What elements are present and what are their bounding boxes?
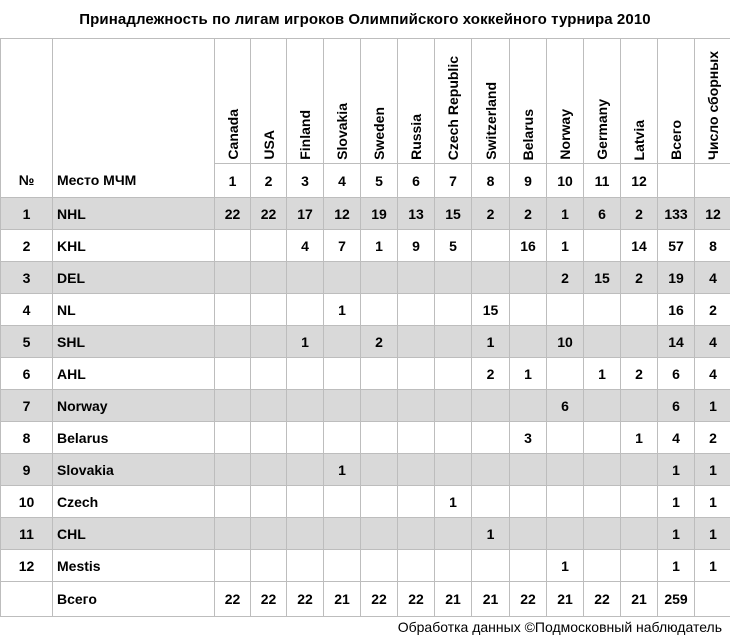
- player-count-cell: [361, 358, 398, 390]
- league-header-top: [53, 39, 215, 164]
- player-count-cell: [547, 422, 584, 454]
- place-cell: 6: [398, 164, 435, 198]
- country-header: Switzerland: [472, 39, 510, 164]
- player-count-cell: 17: [287, 198, 324, 230]
- team-count: 2: [695, 294, 730, 326]
- table-row: [1, 294, 730, 326]
- country-header: USA: [251, 39, 287, 164]
- player-count-cell: 2: [547, 262, 584, 294]
- country-total: 21: [547, 582, 584, 617]
- league-name: Norway: [53, 390, 215, 422]
- player-count-cell: 1: [584, 358, 621, 390]
- player-count-cell: [287, 422, 324, 454]
- table-row: [1, 326, 730, 358]
- team-count: 1: [695, 390, 730, 422]
- player-count-cell: [621, 518, 658, 550]
- player-count-cell: [510, 518, 547, 550]
- country-total: 22: [215, 582, 251, 617]
- row-total: 19: [658, 262, 695, 294]
- country-header: Russia: [398, 39, 435, 164]
- player-count-cell: [287, 518, 324, 550]
- player-count-cell: 6: [547, 390, 584, 422]
- country-total: 22: [287, 582, 324, 617]
- player-count-cell: [510, 454, 547, 486]
- country-header: Latvia: [621, 39, 658, 164]
- player-count-cell: 1: [324, 294, 361, 326]
- player-count-cell: [251, 454, 287, 486]
- team-count: 1: [695, 486, 730, 518]
- place-row: [1, 164, 730, 198]
- player-count-cell: [361, 294, 398, 326]
- player-count-cell: [584, 454, 621, 486]
- player-count-cell: [398, 294, 435, 326]
- row-total: 6: [658, 390, 695, 422]
- team-count: 1: [695, 550, 730, 582]
- country-header: Germany: [584, 39, 621, 164]
- country-header: Czech Republic: [435, 39, 472, 164]
- player-count-cell: [251, 230, 287, 262]
- player-count-cell: [398, 422, 435, 454]
- table-row: [1, 454, 730, 486]
- player-count-cell: [547, 294, 584, 326]
- player-count-cell: [251, 294, 287, 326]
- player-count-cell: [287, 262, 324, 294]
- league-name: AHL: [53, 358, 215, 390]
- league-name: Czech: [53, 486, 215, 518]
- player-count-cell: [287, 294, 324, 326]
- table-row: [1, 390, 730, 422]
- total-header: Всего: [658, 39, 695, 164]
- totals-label: Всего: [53, 582, 215, 617]
- player-count-cell: [215, 294, 251, 326]
- player-count-cell: 5: [435, 230, 472, 262]
- player-count-cell: [251, 262, 287, 294]
- player-count-cell: [398, 326, 435, 358]
- country-total: 22: [584, 582, 621, 617]
- league-name: NHL: [53, 198, 215, 230]
- row-number: 11: [1, 518, 53, 550]
- country-header: Slovakia: [324, 39, 361, 164]
- player-count-cell: [510, 326, 547, 358]
- player-count-cell: [361, 422, 398, 454]
- country-total: 21: [472, 582, 510, 617]
- player-count-cell: [361, 486, 398, 518]
- table-row: [1, 358, 730, 390]
- player-count-cell: [584, 390, 621, 422]
- place-cell: 7: [435, 164, 472, 198]
- place-cell: 12: [621, 164, 658, 198]
- player-count-cell: 2: [510, 198, 547, 230]
- player-count-cell: [398, 390, 435, 422]
- player-count-cell: 1: [324, 454, 361, 486]
- player-count-cell: [547, 518, 584, 550]
- player-count-cell: [287, 454, 324, 486]
- row-number: 8: [1, 422, 53, 454]
- player-count-cell: 1: [435, 486, 472, 518]
- player-count-cell: [472, 454, 510, 486]
- player-count-cell: [215, 454, 251, 486]
- table-row: [1, 230, 730, 262]
- country-total: 22: [510, 582, 547, 617]
- country-total: 22: [251, 582, 287, 617]
- player-count-cell: [510, 262, 547, 294]
- table-title: Принадлежность по лигам игроков Олимпийского хоккейного турнира 2010: [79, 10, 651, 28]
- table-row: [1, 550, 730, 582]
- player-count-cell: 10: [547, 326, 584, 358]
- player-count-cell: [398, 486, 435, 518]
- row-total: 1: [658, 550, 695, 582]
- league-name: NL: [53, 294, 215, 326]
- place-cell: 10: [547, 164, 584, 198]
- league-name: Slovakia: [53, 454, 215, 486]
- player-count-cell: [510, 294, 547, 326]
- player-count-cell: 15: [584, 262, 621, 294]
- row-number: 7: [1, 390, 53, 422]
- player-count-cell: [435, 262, 472, 294]
- player-count-cell: [621, 454, 658, 486]
- league-name: Mestis: [53, 550, 215, 582]
- player-count-cell: [584, 550, 621, 582]
- table-row: [1, 486, 730, 518]
- player-count-cell: [324, 518, 361, 550]
- player-count-cell: 3: [510, 422, 547, 454]
- player-count-cell: 15: [472, 294, 510, 326]
- player-count-cell: 1: [621, 422, 658, 454]
- player-count-cell: [398, 454, 435, 486]
- player-count-cell: [361, 518, 398, 550]
- player-count-cell: [621, 390, 658, 422]
- player-count-cell: 2: [621, 262, 658, 294]
- league-table: [0, 38, 730, 617]
- row-total: 133: [658, 198, 695, 230]
- player-count-cell: [324, 390, 361, 422]
- place-cell: 3: [287, 164, 324, 198]
- player-count-cell: [621, 486, 658, 518]
- player-count-cell: [510, 550, 547, 582]
- player-count-cell: 2: [472, 358, 510, 390]
- player-count-cell: [251, 422, 287, 454]
- country-header: Canada: [215, 39, 251, 164]
- place-cell: 8: [472, 164, 510, 198]
- row-number: 12: [1, 550, 53, 582]
- player-count-cell: 16: [510, 230, 547, 262]
- team-count: 2: [695, 422, 730, 454]
- player-count-cell: 4: [287, 230, 324, 262]
- player-count-cell: [324, 422, 361, 454]
- player-count-cell: [215, 422, 251, 454]
- player-count-cell: [584, 518, 621, 550]
- player-count-cell: [215, 262, 251, 294]
- player-count-cell: [584, 230, 621, 262]
- player-count-cell: [435, 294, 472, 326]
- player-count-cell: [361, 550, 398, 582]
- player-count-cell: [472, 422, 510, 454]
- league-name: SHL: [53, 326, 215, 358]
- player-count-cell: [324, 326, 361, 358]
- team-count: 4: [695, 262, 730, 294]
- player-count-cell: [584, 294, 621, 326]
- row-number: 1: [1, 198, 53, 230]
- player-count-cell: [324, 486, 361, 518]
- totals-row: [1, 582, 730, 617]
- player-count-cell: [215, 230, 251, 262]
- country-total: 21: [621, 582, 658, 617]
- player-count-cell: [361, 262, 398, 294]
- player-count-cell: [435, 422, 472, 454]
- place-cell: 4: [324, 164, 361, 198]
- player-count-cell: [398, 262, 435, 294]
- team-count: 4: [695, 358, 730, 390]
- player-count-cell: 13: [398, 198, 435, 230]
- place-total-blank: [658, 164, 695, 198]
- player-count-cell: [510, 390, 547, 422]
- player-count-cell: 7: [324, 230, 361, 262]
- team-count: 12: [695, 198, 730, 230]
- header-row: [1, 39, 730, 164]
- player-count-cell: [435, 518, 472, 550]
- player-count-cell: [251, 326, 287, 358]
- country-header: Norway: [547, 39, 584, 164]
- player-count-cell: 1: [547, 198, 584, 230]
- player-count-cell: 12: [324, 198, 361, 230]
- player-count-cell: [251, 358, 287, 390]
- league-name: CHL: [53, 518, 215, 550]
- totals-blank: [1, 582, 53, 617]
- league-name: KHL: [53, 230, 215, 262]
- player-count-cell: 1: [472, 518, 510, 550]
- player-count-cell: [435, 390, 472, 422]
- player-count-cell: [215, 326, 251, 358]
- player-count-cell: [584, 486, 621, 518]
- player-count-cell: [324, 262, 361, 294]
- player-count-cell: 22: [215, 198, 251, 230]
- player-count-cell: [215, 390, 251, 422]
- player-count-cell: [547, 454, 584, 486]
- country-header: Sweden: [361, 39, 398, 164]
- player-count-cell: 6: [584, 198, 621, 230]
- grand-total: 259: [658, 582, 695, 617]
- place-count-blank: [695, 164, 730, 198]
- player-count-cell: [215, 550, 251, 582]
- player-count-cell: 14: [621, 230, 658, 262]
- row-number: 4: [1, 294, 53, 326]
- count-header: Число сборных: [695, 39, 730, 164]
- country-total: 21: [435, 582, 472, 617]
- place-cell: 1: [215, 164, 251, 198]
- player-count-cell: [435, 358, 472, 390]
- team-count: 1: [695, 518, 730, 550]
- player-count-cell: 9: [398, 230, 435, 262]
- table-row: [1, 422, 730, 454]
- num-header-top: [1, 39, 53, 164]
- player-count-cell: [324, 550, 361, 582]
- row-number: 2: [1, 230, 53, 262]
- player-count-cell: [621, 550, 658, 582]
- country-total: 21: [324, 582, 361, 617]
- player-count-cell: [435, 326, 472, 358]
- table-row: [1, 198, 730, 230]
- player-count-cell: [251, 550, 287, 582]
- row-number: 5: [1, 326, 53, 358]
- player-count-cell: [287, 390, 324, 422]
- player-count-cell: [324, 358, 361, 390]
- player-count-cell: 1: [547, 550, 584, 582]
- player-count-cell: [435, 550, 472, 582]
- totals-count-blank: [695, 582, 730, 617]
- team-count: 1: [695, 454, 730, 486]
- row-number: 10: [1, 486, 53, 518]
- player-count-cell: 1: [472, 326, 510, 358]
- player-count-cell: [472, 486, 510, 518]
- league-name: DEL: [53, 262, 215, 294]
- country-header: Belarus: [510, 39, 547, 164]
- player-count-cell: 22: [251, 198, 287, 230]
- player-count-cell: [287, 358, 324, 390]
- row-number: 3: [1, 262, 53, 294]
- player-count-cell: [287, 486, 324, 518]
- row-total: 14: [658, 326, 695, 358]
- player-count-cell: [510, 486, 547, 518]
- row-total: 1: [658, 518, 695, 550]
- player-count-cell: 19: [361, 198, 398, 230]
- player-count-cell: [547, 486, 584, 518]
- row-total: 1: [658, 454, 695, 486]
- table-row: [1, 518, 730, 550]
- player-count-cell: [251, 518, 287, 550]
- row-total: 16: [658, 294, 695, 326]
- player-count-cell: 15: [435, 198, 472, 230]
- player-count-cell: [215, 486, 251, 518]
- row-total: 1: [658, 486, 695, 518]
- player-count-cell: [435, 454, 472, 486]
- player-count-cell: [584, 326, 621, 358]
- player-count-cell: [621, 326, 658, 358]
- country-header: Finland: [287, 39, 324, 164]
- player-count-cell: 1: [510, 358, 547, 390]
- team-count: 4: [695, 326, 730, 358]
- player-count-cell: [472, 230, 510, 262]
- row-number: 6: [1, 358, 53, 390]
- player-count-cell: [287, 550, 324, 582]
- player-count-cell: [361, 390, 398, 422]
- player-count-cell: 1: [547, 230, 584, 262]
- player-count-cell: [361, 454, 398, 486]
- num-header: №: [1, 164, 53, 198]
- player-count-cell: [398, 358, 435, 390]
- player-count-cell: [547, 358, 584, 390]
- row-number: 9: [1, 454, 53, 486]
- row-total: 6: [658, 358, 695, 390]
- place-label: Место МЧМ: [53, 164, 215, 198]
- player-count-cell: 1: [287, 326, 324, 358]
- player-count-cell: [621, 294, 658, 326]
- place-cell: 2: [251, 164, 287, 198]
- place-cell: 5: [361, 164, 398, 198]
- player-count-cell: 2: [621, 358, 658, 390]
- player-count-cell: [472, 262, 510, 294]
- player-count-cell: 2: [472, 198, 510, 230]
- country-total: 22: [361, 582, 398, 617]
- country-total: 22: [398, 582, 435, 617]
- league-name: Belarus: [53, 422, 215, 454]
- player-count-cell: [215, 358, 251, 390]
- place-cell: 11: [584, 164, 621, 198]
- place-cell: 9: [510, 164, 547, 198]
- player-count-cell: 1: [361, 230, 398, 262]
- player-count-cell: [472, 550, 510, 582]
- player-count-cell: [584, 422, 621, 454]
- player-count-cell: [398, 518, 435, 550]
- footer-credit: Обработка данных ©Подмосковный наблюдатель: [397, 619, 722, 635]
- table-row: [1, 262, 730, 294]
- player-count-cell: [251, 390, 287, 422]
- team-count: 8: [695, 230, 730, 262]
- row-total: 57: [658, 230, 695, 262]
- player-count-cell: [472, 390, 510, 422]
- player-count-cell: [398, 550, 435, 582]
- player-count-cell: [251, 486, 287, 518]
- player-count-cell: [215, 518, 251, 550]
- player-count-cell: 2: [361, 326, 398, 358]
- row-total: 4: [658, 422, 695, 454]
- player-count-cell: 2: [621, 198, 658, 230]
